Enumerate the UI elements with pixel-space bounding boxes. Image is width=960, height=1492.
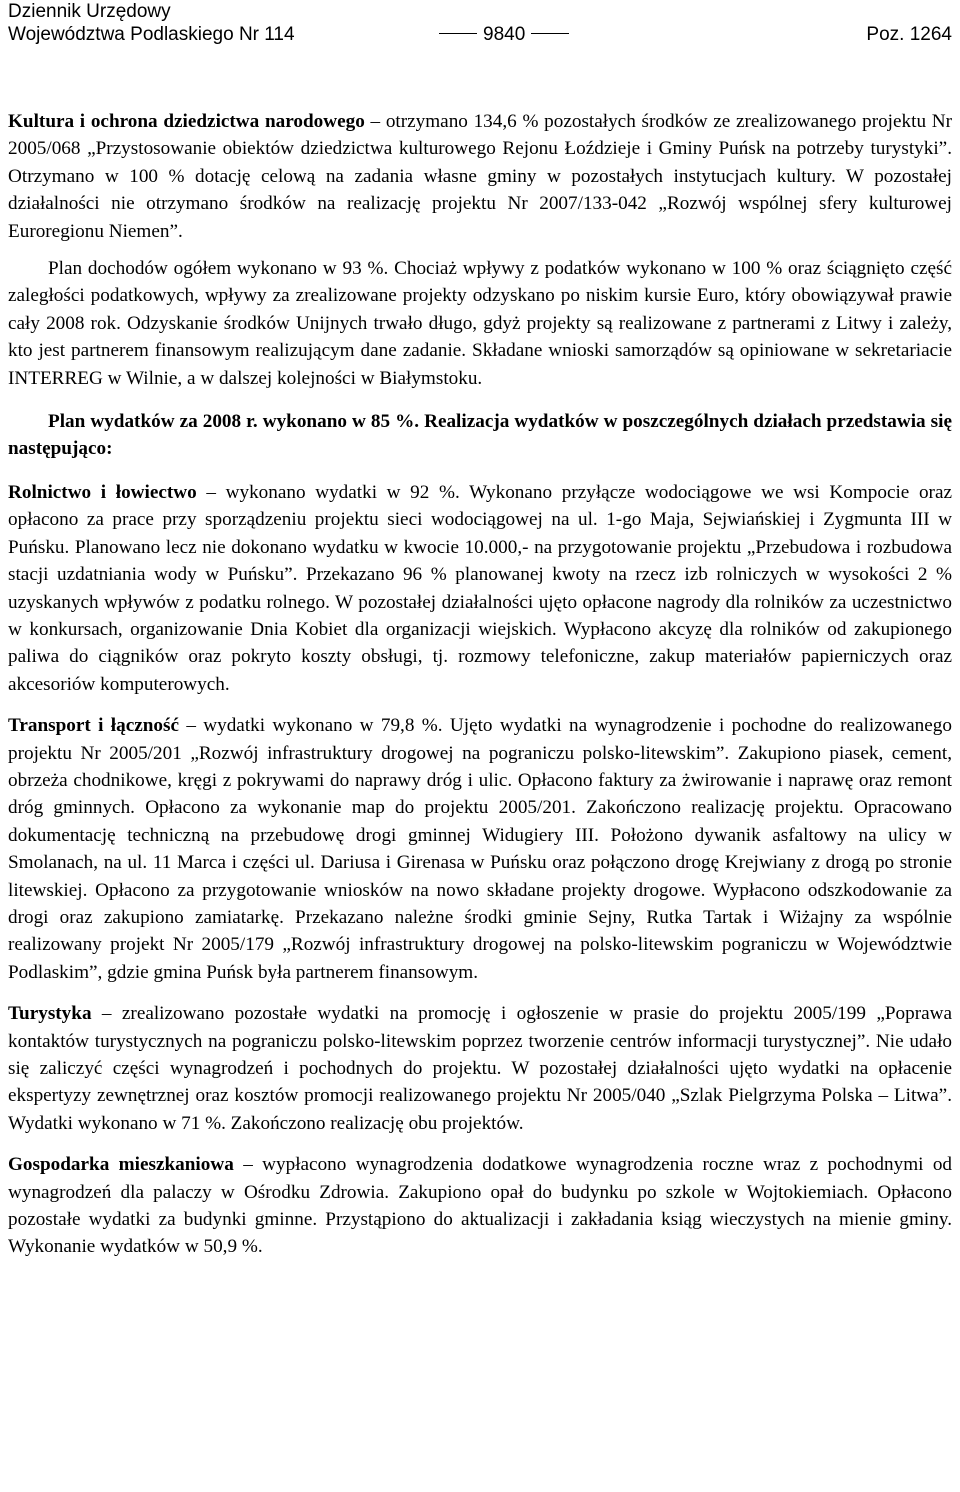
- dash-right: [531, 33, 569, 34]
- heading-turystyka: Turystyka: [8, 1003, 92, 1025]
- paragraph-gospodarka: [8, 1151, 952, 1261]
- heading-gospodarka: Gospodarka mieszkaniowa: [8, 1154, 234, 1176]
- wydatki-intro-text: Plan wydatków za 2008 r. wykonano w 85 %. Realizacja wydatków w poszczególnych działach przedstawia się następująco:: [8, 411, 952, 460]
- heading-kultura: Kultura i ochrona dziedzictwa narodowego: [8, 111, 365, 132]
- text-gospodarka: – wypłacono wynagrodzenia dodatkowe wynagrodzenia roczne wraz z pochodnymi od wynagrodzeń dla palaczy w Ośrodku Zdrowia. Zakupiono opał do budynku po szkole w Wojtokiemiach. Opłacono pozostałe wydatki za budynki gminne. Przystąpiono do aktualizacji i zakładania ksiąg wieczystych na mienie gminy. Wykonanie wydatków w 50,9 %.: [8, 1154, 953, 1258]
- heading-transport: Transport i łączność: [8, 715, 179, 737]
- text-transport: – wydatki wykonano w 79,8 %. Ujęto wydatki na wynagrodzenie i pochodne do realizowanego projektu Nr 2005/201 „Rozwój infrastruktury drogowej na pograniczu polsko-litewskim”. Zakupiono piasek, cement, obrzeża chodnikowe, kręgi z pokrywami do naprawy dróg i ulic. Opłacono faktury za żwirowanie i naprawę oraz remont dróg gminnych. Opłacono za wykonanie map do projektu 2005/201. Zakończono realizację projektu. Opracowano dokumentację techniczną na przebudowę drogi gminnej Widugiery III. Położono dywanik asfaltowy na ulicy w Smolanach, na ul. 11 Marca i części ul. Dariusa i Girenasa w Puńsku oraz połączono drogę Krejwiany z drogą po stronie litewskiej. Opłacono za przygotowanie wniosków na nowo składane projekty drogowe. Wypłacono odszkodowanie za drogi oraz zakupiono zamiatarkę. Przekazano należne środki gminie Sejny, Rutka Tartak i Wiżajny za wspólnie realizowany projekt Nr 2005/179 „Rozwój infrastruktury drogowej na polsko-litewskim pograniczu w Województwie Podlaskim”, gdzie gmina Puńsk była partnerem finansowym.: [8, 715, 952, 983]
- paragraph-wydatki-intro: [8, 408, 952, 463]
- paragraph-rolnictwo: [8, 479, 952, 698]
- paragraph-dochody: Plan dochodów ogółem wykonano w 93 %. Chociaż wpływy z podatków wykonano w 100 % oraz ściągnięto część zaległości podatkowych, wpływy za zrealizowane projekty odzyskano po niskim kursie Euro, który obowiązywał prawie cały 2008 rok. Odzyskanie środków Unijnych trwało długo, gdyż projekty są realizowane z partnerami z Litwy i zależy, kto jest partnerem finansowym realizującym dane zadanie. Składane wnioski samorządów są opiniowane w sekretariacie INTERREG w Wilnie, a w dalszej kolejności w Białymstoku.: [8, 258, 952, 389]
- journal-title: Dziennik Urzędowy: [8, 1, 171, 22]
- text-turystyka: – zrealizowano pozostałe wydatki na promocję i ogłoszenie w prasie do projektu 2005/199 „Poprawa kontaktów turystycznych na pograniczu polsko-litewskim poprzez tworzenie centrów informacji turystycznej”. Nie udało się zaliczyć części wynagrodzeń i pochodnych do projektu. W pozostałej działalności ujęto wydatki na opłacenie ekspertyzy zewnętrznej oraz kosztów promocji realizowanego projektu Nr 2005/040 „Szlak Pielgrzyma Polska – Litwa”. Wydatki wykonano w 71 %. Zakończono realizację obu projektów.: [8, 1003, 952, 1134]
- dash-left: [439, 33, 477, 34]
- page-number-block: [433, 24, 575, 46]
- paragraph-transport: [8, 712, 952, 986]
- page-header: [8, 0, 952, 50]
- page-number: 9840: [483, 24, 526, 45]
- text-rolnictwo: – wykonano wydatki w 92 %. Wykonano przyłącze wodociągowe we wsi Kompocie oraz opłacono za prace przy sporządzeniu projektu sieci wodociągowej na ul. 1-go Maja, Sejwiańskiej i Zygmunta III w Puńsku. Planowano lecz nie dokonano wydatku w kwocie 10.000,- na przygotowanie projektu „Przebudowa i rozbudowa stacji uzdatniania wody w Puńsku”. Przekazano 96 % planowanej kwoty na rzecz izb rolniczych w wysokości 2 % uzyskanych wpływów z podatku rolnego. W pozostałej działalności ujęto opłacone nagrody dla rolników za uczestnictwo w konkursach, organizowanie Dnia Kobiet dla organizacji wiejskich. Wypłacono akcyzę dla rolników od zakupionego paliwa do ciągników oraz pokryto koszty obsługi, tj. rozmowy telefoniczne, zakup materiałów papierniczych oraz akcesoriów komputerowych.: [8, 481, 952, 695]
- document-body: [8, 108, 952, 1261]
- paragraph-turystyka: [8, 1000, 952, 1137]
- position-number: Poz. 1264: [866, 24, 952, 45]
- journal-subtitle: Województwa Podlaskiego Nr 114: [8, 24, 295, 45]
- heading-rolnictwo: Rolnictwo i łowiectwo: [8, 481, 197, 503]
- text-kultura: – otrzymano 134,6 % pozostałych środków ze zrealizowanego projektu Nr 2005/068 „Przystosowanie obiektów dziedzictwa kulturowego Rejonu Łoździeje i Gminy Puńsk na potrzeby turystyki”. Otrzymano w 100 % dotację celową na zadania własne gminy w pozostałych instytucjach kultury. W pozostałej działalności nie otrzymano środków na realizację projektu Nr 2007/133-042 „Rozwój wspólnej sfery kulturowej Euroregionu Niemen”.: [8, 111, 952, 242]
- paragraph-kultura: [8, 108, 952, 245]
